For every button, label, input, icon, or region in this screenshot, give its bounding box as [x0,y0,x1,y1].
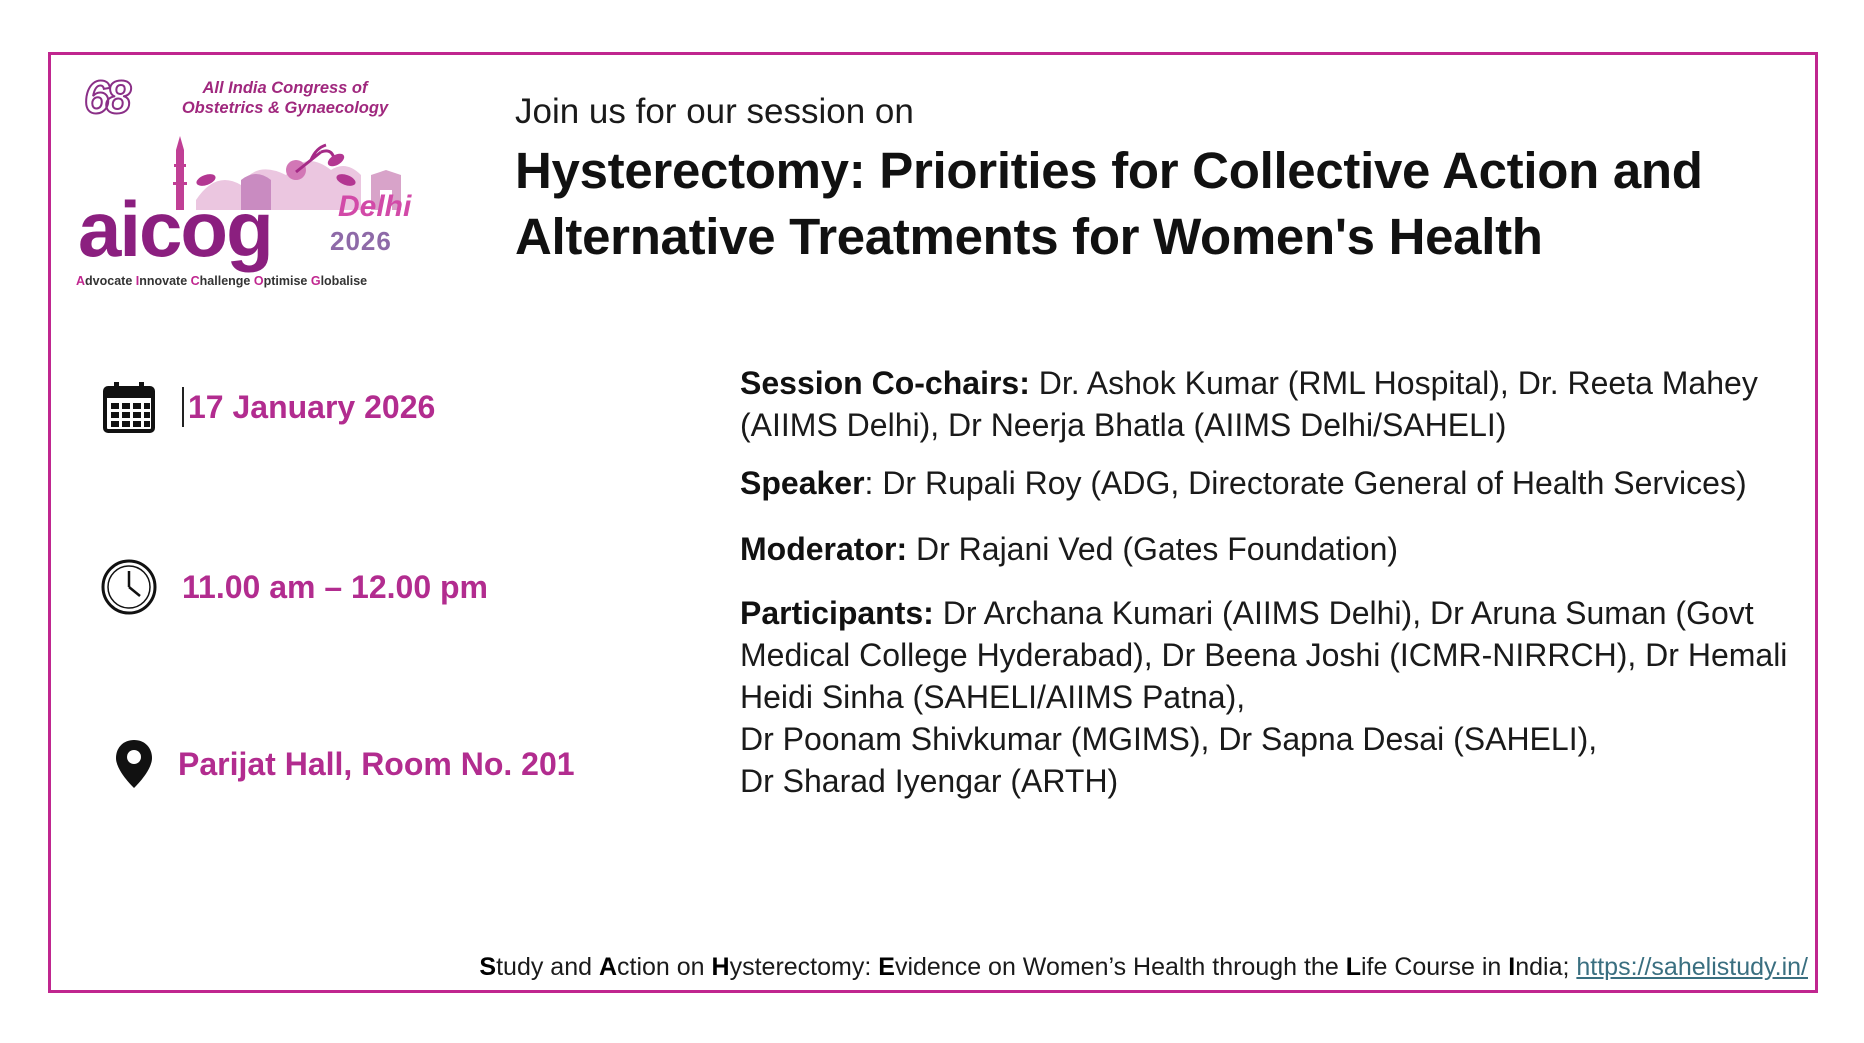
clock-icon [100,558,158,616]
logo-tagline: Advocate Innovate Challenge Optimise Globalise [76,274,368,288]
session-title: Hysterectomy: Priorities for Collective Action and Alternative Treatments for Women's Health [515,142,1703,265]
session-details [740,362,1790,802]
session-intro: Join us for our session on [515,92,914,131]
date-row [102,380,435,434]
speaker-block: Speaker: Dr Rupali Roy (ADG, Directorate General of Health Services) [740,465,1747,501]
sahelistudy-link[interactable]: https://sahelistudy.in/ [1576,953,1808,981]
aicog-logo [76,62,421,297]
cochairs-block: Session Co-chairs: Dr. Ashok Kumar (RML Hospital), Dr. Reeta Mahey (AIIMS Delhi), Dr Neerja Bhatla (AIIMS Delhi/SAHELI) [740,365,1758,443]
logo-name: aicog [78,185,272,273]
logo-congress-name: All India Congress of Obstetrics & Gynaecology [181,79,389,117]
time-row [100,558,488,616]
venue-row [114,738,575,790]
text-cursor [182,387,184,427]
session-time: 11.00 am – 12.00 pm [182,568,488,605]
session-venue: Parijat Hall, Room No. 201 [178,745,575,782]
calendar-icon [102,380,156,434]
location-pin-icon [114,738,154,790]
logo-city: Delhi [338,190,412,223]
participants-block: Participants: Dr Archana Kumari (AIIMS Delhi), Dr Aruna Suman (Govt Medical College Hyderabad), Dr Beena Joshi (ICMR-NIRRCH), Dr Hemali Heidi Sinha (SAHELI/AIIMS Patna), Dr Poonam Shivkumar (MGIMS), Dr Sapna Desai (SAHELI), Dr Sharad Iyengar (ARTH) [740,595,1788,799]
logo-year: 2026 [330,226,392,256]
session-date: 17 January 2026 [188,388,436,425]
moderator-block: Moderator: Dr Rajani Ved (Gates Foundation) [740,531,1399,567]
logo-number: 68 [84,71,128,123]
footer-credit: Study and Action on Hysterectomy: Evidence on Women’s Health through the Life Course in India; https://sahelistudy.in/ [479,953,1808,981]
